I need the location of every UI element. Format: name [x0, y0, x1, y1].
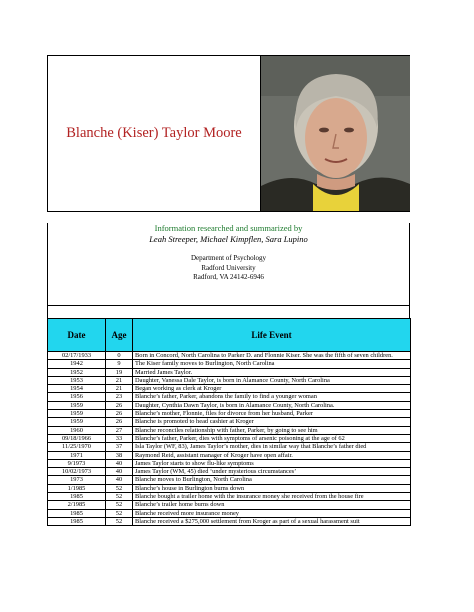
table-row — [48, 368, 411, 376]
row-date: 1985 — [48, 517, 106, 525]
row-date: 2/1985 — [48, 501, 106, 509]
row-event: Blanche reconciles relationship with father, Parker, by going to see him — [133, 426, 411, 434]
portrait-photo — [260, 56, 410, 211]
row-date: 1959 — [48, 418, 106, 426]
row-age: 27 — [106, 426, 133, 434]
row-date: 10/02/1973 — [48, 468, 106, 476]
row-age: 33 — [106, 434, 133, 442]
table-row — [48, 517, 411, 525]
table-row — [48, 393, 411, 401]
row-date: 1960 — [48, 426, 106, 434]
row-event: Raymond Reid, assistant manager of Kroger have open affair. — [133, 451, 411, 459]
table-row — [48, 410, 411, 418]
row-date: 9/1973 — [48, 459, 106, 467]
table-row — [48, 501, 411, 509]
authors: Leah Streeper, Michael Kimpflen, Sara Lupino — [149, 234, 308, 244]
table-row — [48, 459, 411, 467]
row-event: Blanche received more insurance money — [133, 509, 411, 517]
row-date: 1952 — [48, 368, 106, 376]
row-age: 52 — [106, 493, 133, 501]
row-event: Daughter, Cynthia Dawn Taylor, is born in Alamance County, North Carolina. — [133, 401, 411, 409]
row-event: Blanche’s father, Parker, dies with symptoms of arsenic poisoning at the age of 62 — [133, 434, 411, 442]
row-date: 1971 — [48, 451, 106, 459]
credit-line: Information researched and summarized by — [154, 223, 303, 233]
row-date: 02/17/1933 — [48, 352, 106, 360]
table-header-row — [48, 319, 411, 352]
row-age: 37 — [106, 443, 133, 451]
row-date: 1953 — [48, 376, 106, 384]
city: Radford, VA 24142-6946 — [193, 273, 264, 281]
row-age: 52 — [106, 484, 133, 492]
row-date: 1942 — [48, 360, 106, 368]
row-event: James Taylor (WM, 45) died ‘under mysterious circumstances’ — [133, 468, 411, 476]
row-event: The Kiser family moves to Burlington, North Carolina — [133, 360, 411, 368]
row-age: 21 — [106, 376, 133, 384]
row-age: 21 — [106, 385, 133, 393]
row-event: Blanche received a $275,000 settlement from Kroger as part of a sexual harassment suit — [133, 517, 411, 525]
university: Radford University — [201, 263, 256, 272]
row-event: Blanche’s mother, Flonnie, files for divorce from her husband, Parker — [133, 410, 411, 418]
row-age: 40 — [106, 476, 133, 484]
subject-name: Blanche (Kiser) Taylor Moore — [66, 125, 242, 141]
row-date: 1954 — [48, 385, 106, 393]
row-event: Blanche is promoted to head cashier at Kroger — [133, 418, 411, 426]
row-event: Daughter, Vanessa Dale Taylor, is born in Alamance County, North Carolina — [133, 376, 411, 384]
row-age: 9 — [106, 360, 133, 368]
row-event: Began working as clerk at Kroger — [133, 385, 411, 393]
row-date: 1/1985 — [48, 484, 106, 492]
document-page — [47, 55, 410, 526]
table-row — [48, 484, 411, 492]
row-age: 52 — [106, 501, 133, 509]
portrait-image — [261, 56, 410, 211]
row-date: 1959 — [48, 401, 106, 409]
row-event: Born in Concord, North Carolina to Parker D. and Flonnie Kiser. She was the fifth of seven children. — [133, 352, 411, 360]
address-block — [48, 254, 409, 283]
header-date: Date — [48, 319, 106, 352]
row-event: Blanche moves to Burlington, North Carolina — [133, 476, 411, 484]
table-row — [48, 360, 411, 368]
row-event: James Taylor starts to show flu-like symptoms — [133, 459, 411, 467]
title-box — [47, 55, 410, 212]
row-age: 19 — [106, 368, 133, 376]
row-event: Isla Taylor (WF, 83), James Taylor’s mother, dies in similar way that Blanche’s father died — [133, 443, 411, 451]
row-age: 26 — [106, 418, 133, 426]
table-row — [48, 376, 411, 384]
name-cell — [48, 56, 260, 211]
row-date: 09/18/1966 — [48, 434, 106, 442]
table-row — [48, 493, 411, 501]
credits-box — [47, 223, 410, 306]
row-event: Blanche’s trailer home burns down — [133, 501, 411, 509]
table-row — [48, 352, 411, 360]
row-date: 1973 — [48, 476, 106, 484]
row-age: 40 — [106, 459, 133, 467]
table-row — [48, 385, 411, 393]
table-row — [48, 443, 411, 451]
table-row — [48, 401, 411, 409]
table-row — [48, 509, 411, 517]
department: Department of Psychology — [190, 254, 267, 262]
spacer — [47, 306, 410, 318]
table-row — [48, 468, 411, 476]
row-event: Blanche’s house in Burlington burns down — [133, 484, 411, 492]
row-age: 38 — [106, 451, 133, 459]
row-age: 26 — [106, 401, 133, 409]
row-event: Married James Taylor. — [133, 368, 411, 376]
row-age: 52 — [106, 509, 133, 517]
row-age: 40 — [106, 468, 133, 476]
table-row — [48, 476, 411, 484]
header-age: Age — [106, 319, 133, 352]
table-row — [48, 434, 411, 442]
table-row — [48, 418, 411, 426]
table-row — [48, 426, 411, 434]
row-date: 1985 — [48, 509, 106, 517]
row-date: 1985 — [48, 493, 106, 501]
life-events-table — [47, 318, 411, 526]
row-date: 1956 — [48, 393, 106, 401]
row-age: 26 — [106, 410, 133, 418]
header-life-event: Life Event — [133, 319, 411, 352]
row-event: Blanche’s father, Parker, abandons the family to find a younger woman — [133, 393, 411, 401]
row-age: 0 — [106, 352, 133, 360]
row-age: 52 — [106, 517, 133, 525]
row-date: 11/25/1970 — [48, 443, 106, 451]
row-event: Blanche bought a trailer home with the insurance money she received from the house fire — [133, 493, 411, 501]
row-date: 1959 — [48, 410, 106, 418]
table-row — [48, 451, 411, 459]
row-age: 23 — [106, 393, 133, 401]
